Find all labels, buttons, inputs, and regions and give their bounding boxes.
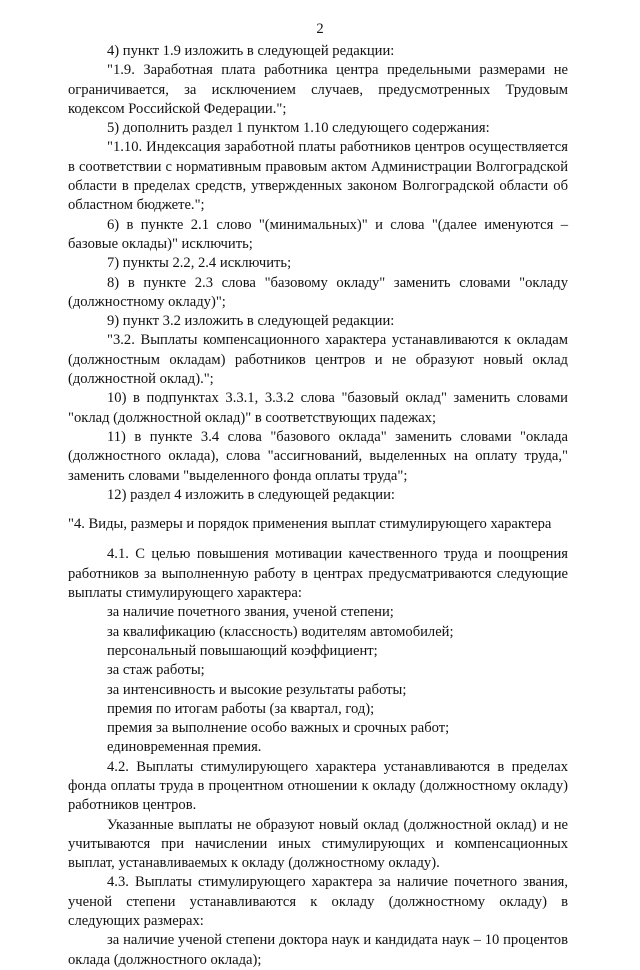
paragraph: 4.1. С целью повышения мотивации качественного труда и поощрения работников за выполненную работу в центрах предусматриваются следующие выплаты стимулирующего характера: bbox=[68, 546, 568, 602]
list-item: за наличие почетного звания, ученой степени; bbox=[107, 604, 394, 621]
list-item: премия по итогам работы (за квартал, год); bbox=[107, 700, 375, 717]
paragraph: 4) пункт 1.9 изложить в следующей редакции: bbox=[107, 43, 395, 59]
paragraph: 12) раздел 4 изложить в следующей редакции: bbox=[107, 486, 395, 503]
paragraph: "1.10. Индексация заработной платы работников центров осуществляется в соответствии с нормативным правовым актом Администрации Волгоградской области в пределах средств, утвержденных законом Волгоградской области об областном бюджете."; bbox=[68, 139, 568, 214]
list-item: премия за выполнение особо важных и срочных работ; bbox=[107, 720, 450, 737]
paragraph: 7) пункты 2.2, 2.4 исключить; bbox=[107, 255, 292, 272]
paragraph: 6) в пункте 2.1 слово "(минимальных)" и слова "(далее именуются – базовые оклады)" исключить; bbox=[68, 216, 568, 252]
list-item: за стаж работы; bbox=[107, 662, 205, 679]
paragraph: 11) в пункте 3.4 слова "базового оклада" заменить словами "оклада (должностного оклада), слова "ассигнований, выделенных на оплату труда," заменить словами "выделенного фонда оплаты труда"; bbox=[68, 428, 568, 484]
paragraph: 5) дополнить раздел 1 пунктом 1.10 следующего содержания: bbox=[107, 120, 490, 137]
paragraph: за наличие ученой степени доктора наук и кандидата наук – 10 процентов оклада (должностного оклада); bbox=[68, 932, 568, 968]
list-item: персональный повышающий коэффициент; bbox=[107, 642, 378, 659]
list-item: единовременная премия. bbox=[107, 739, 262, 756]
paragraph: 4.3. Выплаты стимулирующего характера за наличие почетного звания, ученой степени устанавливаются к окладу (должностному окладу) в следующих размерах: bbox=[68, 874, 568, 930]
paragraph: 4.2. Выплаты стимулирующего характера устанавливаются в пределах фонда оплаты труда в процентном отношении к окладу (должностному окладу) работников центров. bbox=[68, 758, 568, 814]
section-heading: "4. Виды, размеры и порядок применения выплат стимулирующего характера bbox=[68, 516, 552, 533]
paragraph: "3.2. Выплаты компенсационного характера устанавливаются к окладам (должностным окладам) работников центров и не образуют новый оклад (должностной оклад)."; bbox=[68, 332, 568, 388]
list-item: за интенсивность и высокие результаты работы; bbox=[107, 681, 407, 698]
list-item: за квалификацию (классность) водителям автомобилей; bbox=[107, 623, 454, 640]
paragraph: 9) пункт 3.2 изложить в следующей редакции: bbox=[107, 313, 395, 330]
paragraph: Указанные выплаты не образуют новый оклад (должностной оклад) и не учитываются при начислении иных стимулирующих и компенсационных выплат, устанавливаемых к окладу (должностному окладу). bbox=[68, 816, 568, 872]
page-number: 2 bbox=[316, 21, 324, 37]
paragraph: "1.9. Заработная плата работника центра предельными размерами не ограничивается, за исключением случаев, предусмотренных Трудовым кодексом Российской Федерации."; bbox=[68, 62, 568, 117]
document-body bbox=[68, 42, 568, 970]
paragraph: 10) в подпунктах 3.3.1, 3.3.2 слова "базовый оклад" заменить словами "оклад (должностной оклад)" в соответствующих падежах; bbox=[68, 390, 568, 426]
paragraph: 8) в пункте 2.3 слова "базовому окладу" заменить словами "окладу (должностному окладу)"; bbox=[68, 274, 568, 310]
